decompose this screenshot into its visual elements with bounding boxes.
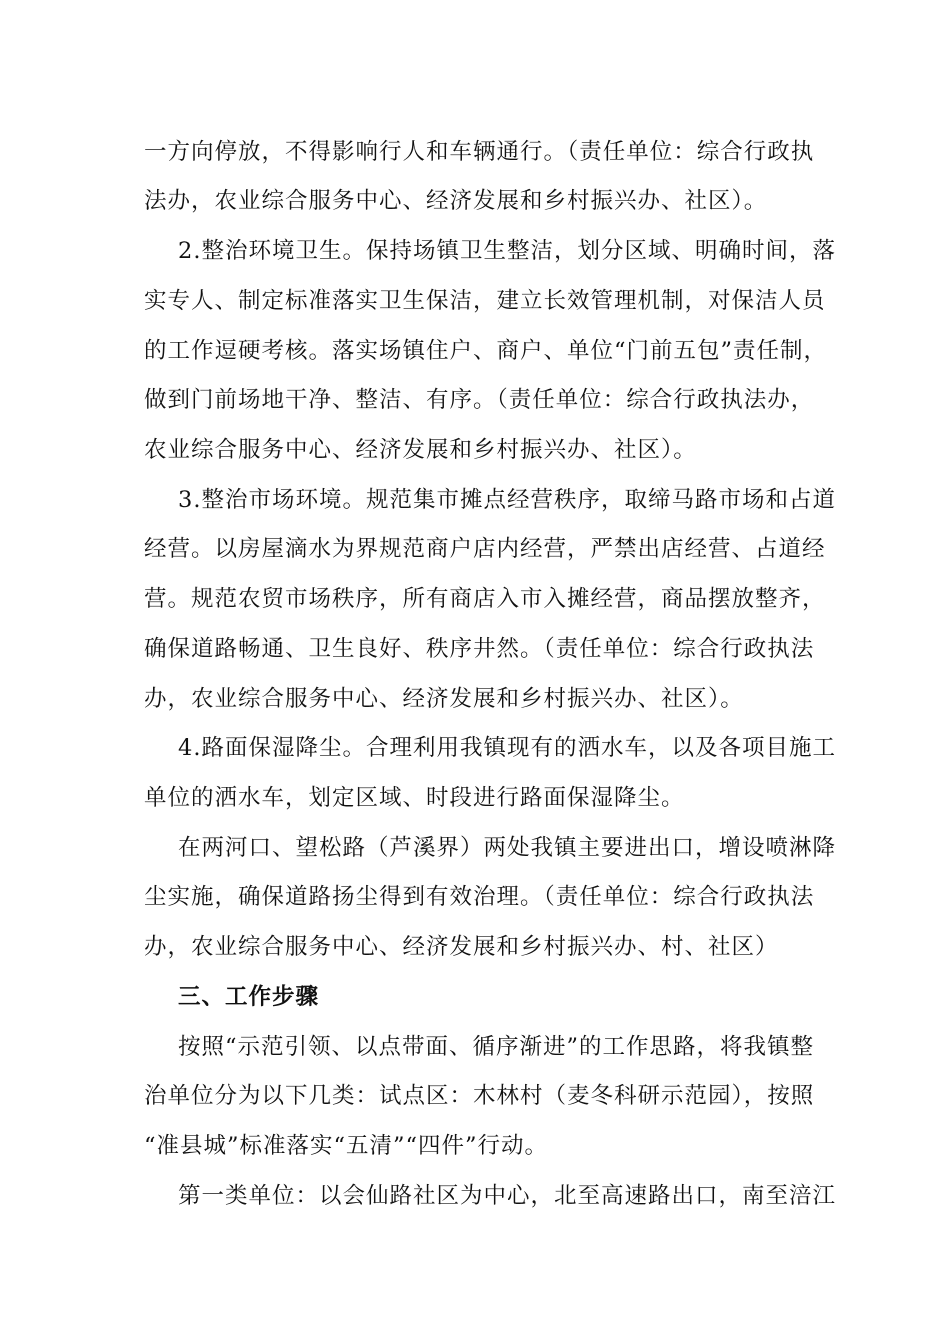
- paragraph-start: 第一类单位：以会仙路社区为中心，北至高速路出口，南至涪江: [178, 1183, 837, 1209]
- text-line: 经营。以房屋滴水为界规范商户店内经营，严禁出店经营、占道经: [144, 536, 826, 562]
- paragraph-2-start: 2.整治环境卫生。保持场镇卫生整洁，划分区域、明确时间，落: [178, 238, 836, 264]
- text-line: 做到门前场地干净、整洁、有序。（责任单位：综合行政执法办，: [144, 387, 815, 413]
- text-line: 单位的洒水车，划定区域、时段进行路面保湿降尘。: [144, 785, 685, 811]
- paragraph-3-start: 3.整治市场环境。规范集市摊点经营秩序，取缔马路市场和占道: [178, 487, 836, 513]
- paragraph-start: 按照“示范引领、以点带面、循序渐进”的工作思路，将我镇整: [178, 1034, 815, 1060]
- text-line: 治单位分为以下几类：试点区：木林村（麦冬科研示范园），按照: [144, 1083, 815, 1109]
- text-line: 营。规范农贸市场秩序，所有商店入市入摊经营，商品摆放整齐，: [144, 586, 826, 612]
- section-heading: 三、工作步骤: [178, 984, 320, 1010]
- text-line: 办，农业综合服务中心、经济发展和乡村振兴办、社区）。: [144, 686, 744, 712]
- text-line: 确保道路畅通、卫生良好、秩序井然。（责任单位：综合行政执法: [144, 636, 815, 662]
- text-line: 尘实施，确保道路扬尘得到有效治理。（责任单位：综合行政执法: [144, 884, 815, 910]
- text-line: “准县城”标准落实“五清”“四件”行动。: [144, 1133, 549, 1159]
- text-line: 的工作逗硬考核。落实场镇住户、商户、单位“门前五包”责任制，: [144, 338, 828, 364]
- text-line: 一方向停放，不得影响行人和车辆通行。（责任单位：综合行政执: [144, 139, 815, 165]
- paragraph-start: 在两河口、望松路（芦溪界）两处我镇主要进出口，增设喷淋降: [178, 835, 837, 861]
- text-line: 实专人、制定标准落实卫生保洁，建立长效管理机制，对保洁人员: [144, 288, 826, 314]
- text-line: 法办，农业综合服务中心、经济发展和乡村振兴办、社区）。: [144, 188, 768, 214]
- text-line: 办，农业综合服务中心、经济发展和乡村振兴办、村、社区）: [144, 934, 779, 960]
- text-line: 农业综合服务中心、经济发展和乡村振兴办、社区）。: [144, 437, 697, 463]
- paragraph-4-start: 4.路面保湿降尘。合理利用我镇现有的洒水车，以及各项目施工: [178, 735, 836, 761]
